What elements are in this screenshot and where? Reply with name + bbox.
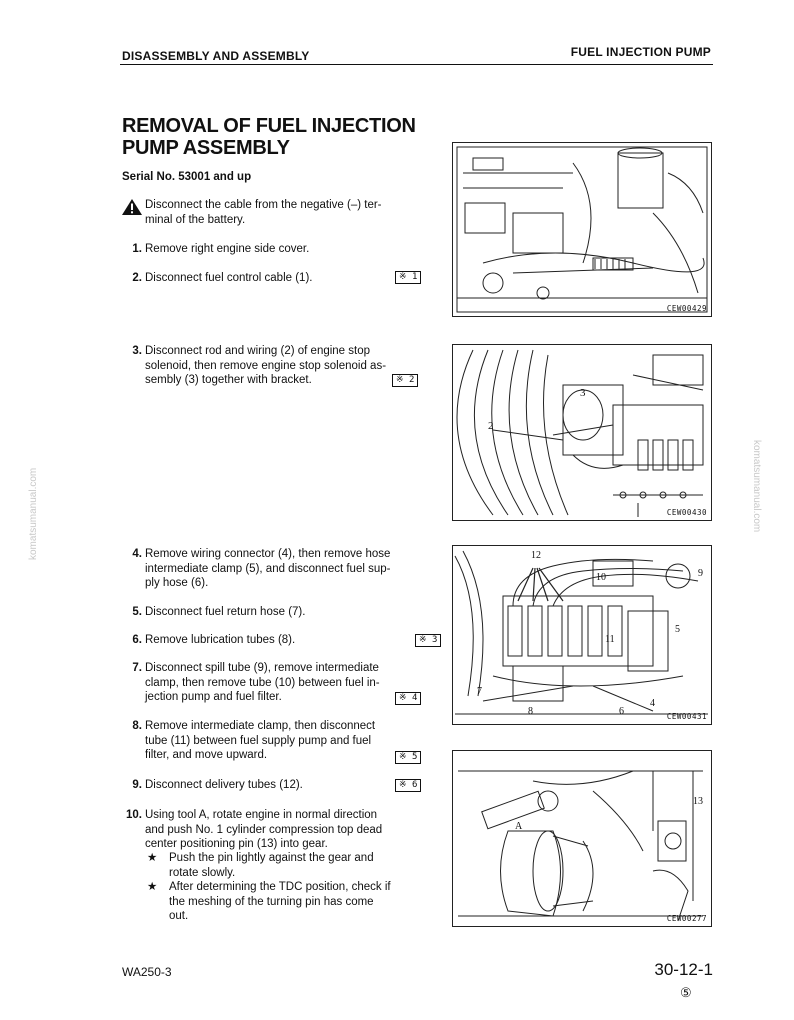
figure-3-illustration xyxy=(453,546,711,724)
callout-label: 10 xyxy=(596,572,606,583)
callout-label: 2 xyxy=(488,420,494,432)
step-text: Disconnect delivery tubes (12). xyxy=(145,779,303,791)
step-text: jection pump and fuel filter. xyxy=(145,691,282,703)
step-10 xyxy=(122,808,422,852)
figure-4-turning-tool xyxy=(452,750,712,927)
step-2 xyxy=(122,271,422,286)
step-text: Disconnect rod and wiring (2) of engine stop xyxy=(145,345,371,357)
step-6 xyxy=(122,633,422,648)
figure-code: CEW00430 xyxy=(666,508,707,517)
step-number: 6. xyxy=(132,634,142,646)
step-number: 7. xyxy=(132,662,142,674)
step-text: Remove intermediate clamp, then disconnect xyxy=(145,720,376,732)
step-7 xyxy=(122,661,422,705)
callout-label: 11 xyxy=(605,634,615,645)
callout-label: 4 xyxy=(650,698,655,709)
note-text: out. xyxy=(169,910,189,922)
note-2 xyxy=(147,880,427,924)
serial-number: Serial No. 53001 and up xyxy=(122,171,252,183)
step-number: 8. xyxy=(132,720,142,732)
footer-model: WA250-3 xyxy=(122,965,172,979)
step-text: clamp, then remove tube (10) between fuel in- xyxy=(145,676,380,689)
figure-2-illustration xyxy=(453,345,711,520)
step-text: filter, and move upward. xyxy=(145,749,268,761)
reference-mark: ※ 2 xyxy=(392,374,418,387)
step-9 xyxy=(122,778,422,793)
step-text: tube (11) between fuel supply pump and fuel xyxy=(145,734,372,747)
title-line-1: REMOVAL OF FUEL INJECTION xyxy=(122,115,416,137)
callout-label: 13 xyxy=(693,796,703,807)
callout-label: A xyxy=(515,821,523,832)
step-number: 1. xyxy=(132,243,142,255)
note-text: After determining the TDC position, check if xyxy=(169,881,391,893)
callout-label: 5 xyxy=(675,624,680,635)
figure-1-illustration xyxy=(453,143,711,316)
callout-label: 12 xyxy=(531,550,541,561)
step-number: 10. xyxy=(126,809,142,821)
step-text: Disconnect spill tube (9), remove intermediate xyxy=(145,662,379,674)
figure-code: CEW00429 xyxy=(666,304,707,313)
warning-icon xyxy=(122,199,142,215)
figure-3-injection-pump xyxy=(452,545,712,725)
step-text: sembly (3) together with bracket. xyxy=(145,374,312,386)
reference-mark: ※ 5 xyxy=(395,751,421,764)
header-rule xyxy=(120,64,713,65)
step-text: center positioning pin (13) into gear. xyxy=(145,838,328,850)
callout-label: 3 xyxy=(580,387,586,399)
step-number: 3. xyxy=(132,345,142,357)
step-text: Disconnect fuel return hose (7). xyxy=(145,606,306,618)
step-4 xyxy=(122,547,422,591)
watermark-left: komatsumanual.com xyxy=(28,467,39,560)
figure-1-fuel-control-cable xyxy=(452,142,712,317)
footer-edition-mark: ⑤ xyxy=(680,985,692,1000)
figure-4-illustration xyxy=(453,751,711,926)
step-8 xyxy=(122,719,422,763)
step-text: Remove wiring connector (4), then remove hose xyxy=(145,548,391,560)
step-number: 2. xyxy=(132,272,142,284)
callout-label: 9 xyxy=(698,568,703,579)
header-chapter-title: FUEL INJECTION PUMP xyxy=(570,45,711,59)
figure-2-stop-solenoid xyxy=(452,344,712,521)
figure-code: CEW00277 xyxy=(666,914,707,923)
page-title xyxy=(122,115,416,159)
note-text: Push the pin lightly against the gear and xyxy=(169,852,374,864)
callout-label: 7 xyxy=(477,686,482,697)
step-3 xyxy=(122,344,422,388)
figure-code: CEW00431 xyxy=(666,712,707,721)
step-text: and push No. 1 cylinder compression top dead xyxy=(145,823,383,836)
step-text: ply hose (6). xyxy=(145,577,209,589)
note-1 xyxy=(147,851,427,880)
title-line-2: PUMP ASSEMBLY xyxy=(122,137,290,159)
callout-label: 8 xyxy=(528,706,533,717)
step-number: 4. xyxy=(132,548,142,560)
step-text: Using tool A, rotate engine in normal direction xyxy=(145,809,378,821)
footer-page-number: 30-12-1 xyxy=(654,960,713,979)
note-text: rotate slowly. xyxy=(169,866,236,879)
step-text: Remove right engine side cover. xyxy=(145,243,310,255)
step-number: 9. xyxy=(132,779,142,791)
step-text: solenoid, then remove engine stop solenoid as- xyxy=(145,359,387,372)
step-text: Remove lubrication tubes (8). xyxy=(145,634,296,646)
warning-line-2: minal of the battery. xyxy=(145,213,246,226)
star-icon: ★ xyxy=(147,881,158,893)
step-text: intermediate clamp (5), and disconnect fuel sup- xyxy=(145,562,391,575)
step-1 xyxy=(122,242,422,257)
reference-mark: ※ 1 xyxy=(395,271,421,284)
warning-line-1: Disconnect the cable from the negative (–) ter- xyxy=(145,199,382,211)
reference-mark: ※ 4 xyxy=(395,692,421,705)
header-section-title: DISASSEMBLY AND ASSEMBLY xyxy=(122,49,310,63)
watermark-right: komatsumanual.com xyxy=(751,440,762,533)
reference-mark: ※ 6 xyxy=(395,779,421,792)
note-text: the meshing of the turning pin has come xyxy=(169,895,374,908)
reference-mark: ※ 3 xyxy=(415,634,441,647)
callout-label: 6 xyxy=(619,706,624,717)
step-5 xyxy=(122,605,422,620)
star-icon: ★ xyxy=(147,852,158,864)
step-text: Disconnect fuel control cable (1). xyxy=(145,272,313,284)
step-number: 5. xyxy=(132,606,142,618)
